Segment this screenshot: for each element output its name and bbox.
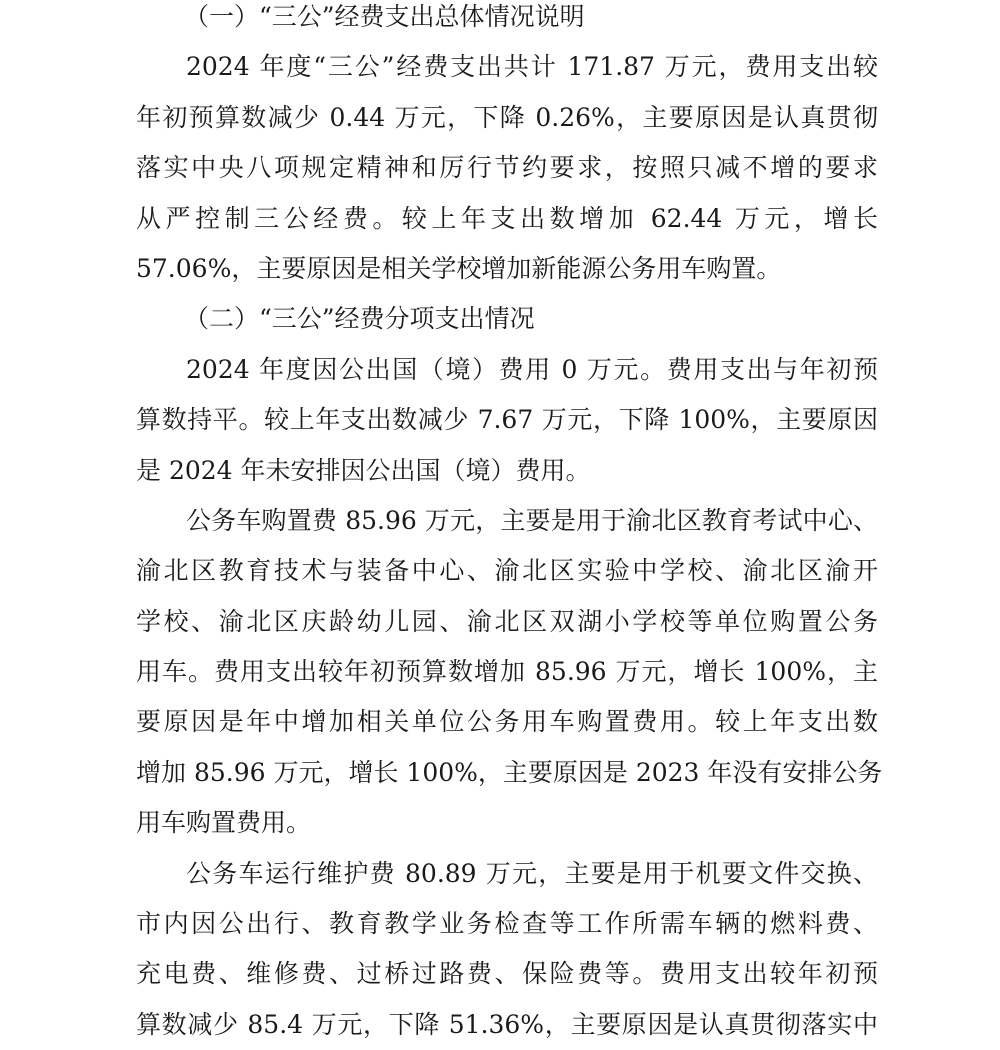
section-heading-itemized: （二）“三公”经费分项支出情况: [184, 304, 535, 334]
paragraph-line: 2024 年度“三公”经费支出共计 171.87 万元，费用支出较: [186, 52, 878, 82]
paragraph-line: 落实中央八项规定精神和厉行节约要求，按照只减不增的要求: [136, 153, 878, 183]
paragraph-line: 用车。费用支出较年初预算数增加 85.96 万元，增长 100%，主: [136, 657, 878, 687]
paragraph-line: 用车购置费用。: [136, 808, 312, 838]
paragraph-line: 学校、渝北区庆龄幼儿园、渝北区双湖小学校等单位购置公务: [136, 606, 878, 636]
paragraph-line: 市内因公出行、教育教学业务检查等工作所需车辆的燃料费、: [136, 909, 878, 939]
paragraph-line: 算数持平。较上年支出数减少 7.67 万元，下降 100%，主要原因: [136, 405, 878, 435]
paragraph-line: 公务车购置费 85.96 万元，主要是用于渝北区教育考试中心、: [186, 505, 878, 535]
paragraph-line: 算数减少 85.4 万元，下降 51.36%，主要原因是认真贯彻落实中: [136, 1009, 878, 1039]
section-heading-overall: （一）“三公”经费支出总体情况说明: [184, 2, 585, 31]
paragraph-line: 是 2024 年未安排因公出国（境）费用。: [136, 455, 591, 485]
paragraph-line: 从严控制三公经费。较上年支出数增加 62.44 万元，增长: [136, 203, 878, 233]
paragraph-line: 增加 85.96 万元，增长 100%，主要原因是 2023 年没有安排公务: [136, 757, 883, 787]
paragraph-line: 充电费、维修费、过桥过路费、保险费等。费用支出较年初预: [136, 959, 878, 989]
paragraph-line: 要原因是年中增加相关单位公务用车购置费用。较上年支出数: [136, 707, 878, 737]
paragraph-line: 57.06%，主要原因是相关学校增加新能源公务用车购置。: [136, 253, 782, 283]
paragraph-line: 2024 年度因公出国（境）费用 0 万元。费用支出与年初预: [186, 354, 878, 384]
document-body: [136, 0, 883, 1050]
paragraph-line: 渝北区教育技术与装备中心、渝北区实验中学校、渝北区渝开: [136, 556, 878, 586]
paragraph-line: 公务车运行维护费 80.89 万元，主要是用于机要文件交换、: [186, 858, 878, 888]
paragraph-line: 年初预算数减少 0.44 万元，下降 0.26%，主要原因是认真贯彻: [136, 102, 878, 132]
